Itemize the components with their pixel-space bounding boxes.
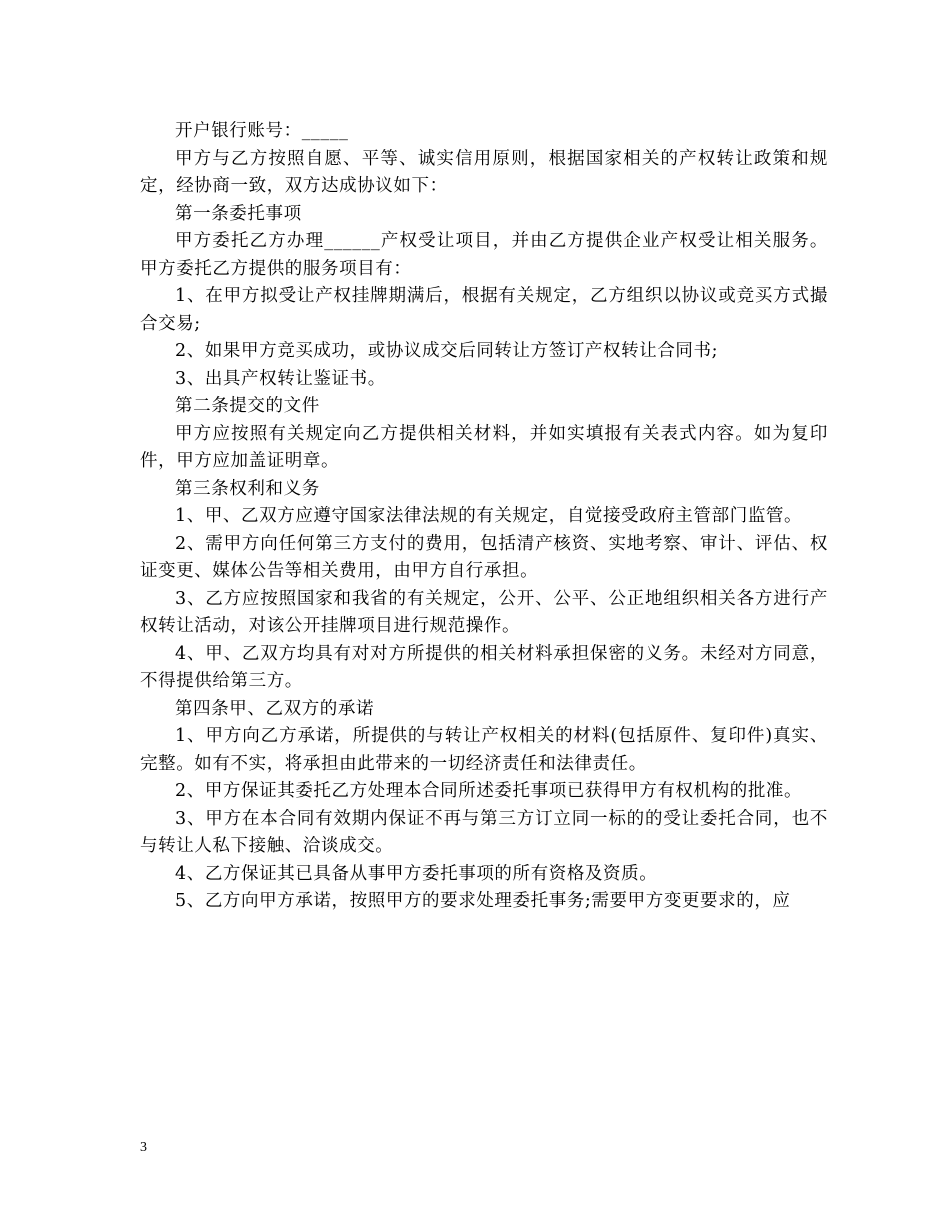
article-1-heading: 第一条委托事项	[175, 203, 302, 224]
document-body	[140, 118, 828, 916]
article-4-item-5: 5、乙方向甲方承诺，按照甲方的要求处理委托事务;需要甲方变更要求的，应	[175, 891, 791, 911]
article-1-text: 甲方委托乙方办理______产权受让项目，并由乙方提供企业产权受让相关服务。甲方委托乙方提供的服务项目有：	[140, 231, 828, 279]
article-2-text: 甲方应按照有关规定向乙方提供相关材料，并如实填报有关表式内容。如为复印件，甲方应加盖证明章。	[140, 423, 828, 471]
bank-account-line: 开户银行账号：_____	[175, 121, 349, 141]
article-3-heading: 第三条权利和义务	[175, 478, 320, 499]
article-3-item-2: 2、需甲方向任何第三方支付的费用，包括清产核资、实地考察、审计、评估、权证变更、媒体公告等相关费用，由甲方自行承担。	[140, 533, 828, 581]
page-number: 3	[140, 1140, 147, 1155]
article-4-item-1: 1、甲方向乙方承诺，所提供的与转让产权相关的材料(包括原件、复印件)真实、完整。如有不实，将承担由此带来的一切经济责任和法律责任。	[140, 726, 828, 774]
article-3-item-4: 4、甲、乙双方均具有对对方所提供的相关材料承担保密的义务。未经对方同意，不得提供给第三方。	[140, 643, 828, 691]
article-3-item-1: 1、甲、乙双方应遵守国家法律法规的有关规定，自觉接受政府主管部门监管。	[175, 506, 803, 526]
article-2-heading: 第二条提交的文件	[175, 396, 320, 416]
article-1-item-1: 1、在甲方拟受让产权挂牌期满后，根据有关规定，乙方组织以协议或竞买方式撮合交易;	[140, 286, 828, 334]
article-4-heading: 第四条甲、乙双方的承诺	[175, 698, 375, 719]
article-1-item-2: 2、如果甲方竞买成功，或协议成交后同转让方签订产权转让合同书;	[175, 341, 719, 361]
article-4-item-3: 3、甲方在本合同有效期内保证不再与第三方订立同一标的的受让委托合同，也不与转让人私下接触、洽谈成交。	[140, 808, 828, 856]
article-4-item-2: 2、甲方保证其委托乙方处理本合同所述委托事项已获得甲方有权机构的批准。	[175, 781, 803, 801]
article-4-item-4: 4、乙方保证其已具备从事甲方委托事项的所有资格及资质。	[175, 863, 658, 884]
article-1-item-3: 3、出具产权转让鉴证书。	[175, 368, 386, 389]
article-3-item-3: 3、乙方应按照国家和我省的有关规定，公开、公平、公正地组织相关各方进行产权转让活动，对该公开挂牌项目进行规范操作。	[140, 588, 828, 636]
agreement-preamble: 甲方与乙方按照自愿、平等、诚实信用原则，根据国家相关的产权转让政策和规定，经协商一致，双方达成协议如下：	[140, 148, 828, 196]
